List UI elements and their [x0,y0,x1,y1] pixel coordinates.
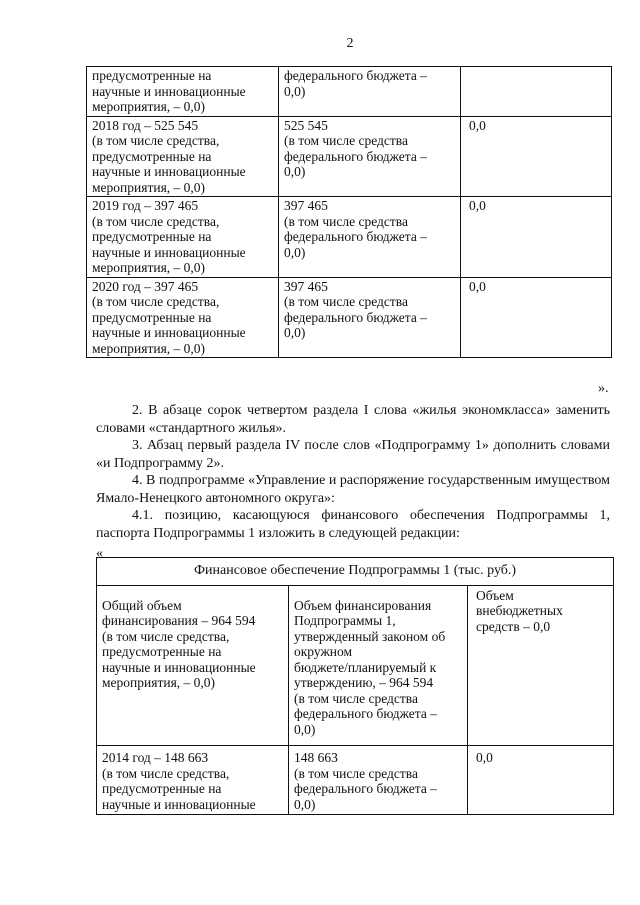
funding-table-subprogram-1 [96,557,614,815]
closing-quote: ». [598,381,609,396]
funding-budget-cell: федерального бюджета – 0,0) [279,67,461,117]
table-row [87,67,612,117]
funding-budget-cell: 525 545 (в том числе средства федерального бюджета – 0,0) [279,116,461,197]
table-row [97,746,614,815]
table-row [87,116,612,197]
funding-extrabudget-cell [461,67,612,117]
funding-budget-cell: Объем финансирования Подпрограммы 1, утвержденный законом об окружном бюджете/планируемый к утверждению, – 964 594 (в том числе средства федерального бюджета – 0,0) [289,585,468,746]
funding-total-cell: предусмотренные на научные и инновационные мероприятия, – 0,0) [87,67,279,117]
table-row [97,585,614,746]
paragraph: 2. В абзаце сорок четвертом раздела I слова «жилья экономкласса» заменить словами «стандартного жилья». [96,403,610,436]
funding-table-continuation [86,66,612,358]
funding-total-cell: 2019 год – 397 465 (в том числе средства, предусмотренные на научные и инновационные мероприятия, – 0,0) [87,197,279,278]
table-header: Финансовое обеспечение Подпрограммы 1 (тыс. руб.) [97,558,614,586]
funding-budget-cell: 397 465 (в том числе средства федерального бюджета – 0,0) [279,197,461,278]
page-number: 2 [346,36,354,51]
funding-extrabudget-cell: 0,0 [461,197,612,278]
body-text [96,402,610,542]
paragraph: 3. Абзац первый раздела IV после слов «Подпрограмму 1» дополнить словами «и Подпрограмму 2». [96,438,610,471]
table-header-row [97,558,614,586]
funding-total-cell: 2020 год – 397 465 (в том числе средства, предусмотренные на научные и инновационные мероприятия, – 0,0) [87,277,279,358]
funding-extrabudget-cell: 0,0 [461,116,612,197]
funding-extrabudget-cell: 0,0 [461,277,612,358]
funding-total-cell: Общий объем финансирования – 964 594 (в том числе средства, предусмотренные на научные и инновационные мероприятия, – 0,0) [97,585,289,746]
paragraph: 4. В подпрограмме «Управление и распоряжение государственным имуществом Ямало-Ненецкого автономного округа»: [96,473,610,506]
paragraph: 4.1. позицию, касающуюся финансового обеспечения Подпрограммы 1, паспорта Подпрограммы 1 изложить в следующей редакции: [96,508,610,541]
funding-total-cell: 2018 год – 525 545 (в том числе средства, предусмотренные на научные и инновационные мероприятия, – 0,0) [87,116,279,197]
opening-quote: « [96,546,103,561]
funding-total-cell: 2014 год – 148 663 (в том числе средства, предусмотренные на научные и инновационные [97,746,289,815]
table-row [87,277,612,358]
funding-budget-cell: 148 663 (в том числе средства федерального бюджета – 0,0) [289,746,468,815]
funding-budget-cell: 397 465 (в том числе средства федерального бюджета – 0,0) [279,277,461,358]
funding-extrabudget-cell: Объем внебюджетных средств – 0,0 [468,585,614,746]
table-row [87,197,612,278]
funding-extrabudget-cell: 0,0 [468,746,614,815]
